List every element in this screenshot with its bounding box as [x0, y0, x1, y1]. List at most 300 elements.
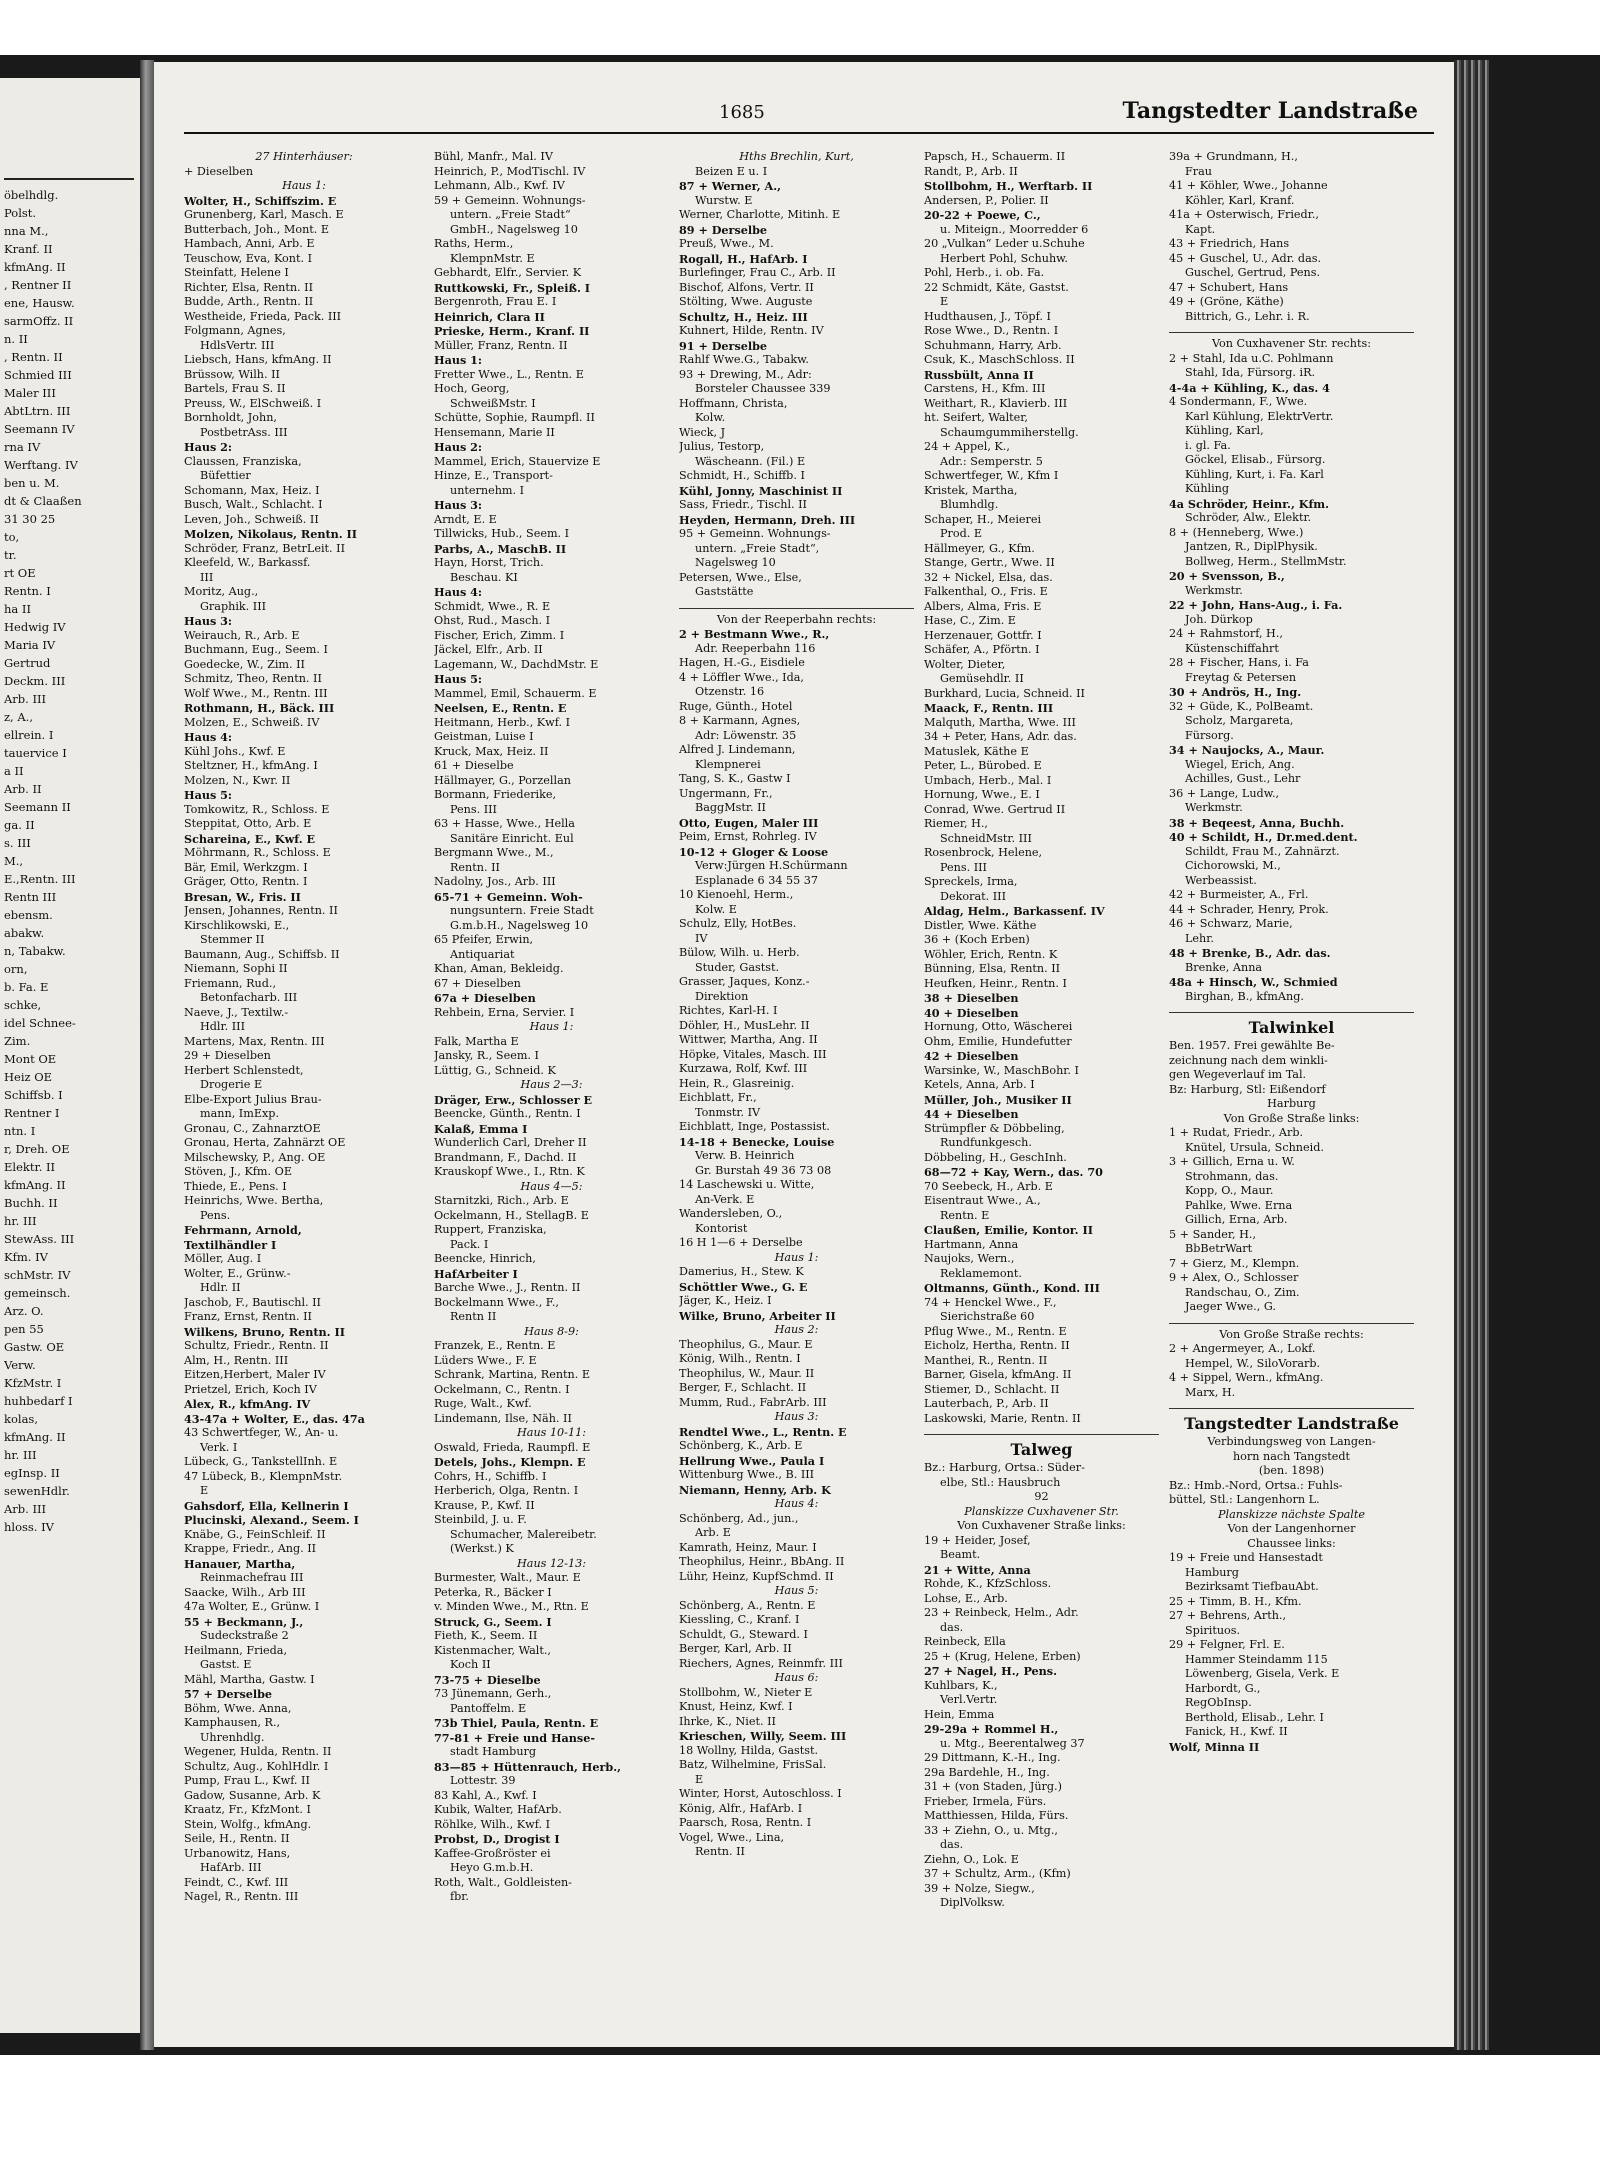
- directory-entry: König, Alfr., HafArb. I: [679, 1801, 803, 1815]
- directory-entry: Steltzner, H., kfmAng. I: [184, 759, 318, 772]
- directory-entry: Ockelmann, C., Rentn. I: [434, 1382, 570, 1396]
- directory-entry: Rendtel Wwe., L., Rentn. E: [679, 1424, 847, 1439]
- directory-entry: Rothmann, H., Bäck. III: [184, 701, 335, 715]
- left-page-line: tauervice I: [4, 746, 67, 760]
- directory-entry: 20 „Vulkan“ Leder u.Schuhe: [924, 237, 1085, 250]
- directory-entry: Schmidt, Wwe., R. E: [434, 599, 551, 613]
- directory-entry: Kopp, O., Maur.: [1185, 1184, 1274, 1197]
- directory-entry: 38 + Dieselben: [924, 991, 1019, 1005]
- left-page-line: kfmAng. II: [4, 1178, 66, 1192]
- directory-entry: büttel, Stl.: Langenhorn L.: [1169, 1493, 1320, 1506]
- directory-entry: Schomann, Max, Heiz. I: [184, 483, 320, 497]
- directory-entry: 43 + Friedrich, Hans: [1169, 237, 1290, 250]
- directory-entry: Alfred J. Lindemann,: [679, 743, 796, 756]
- directory-entry: Pens. III: [450, 802, 497, 816]
- directory-entry: Schöttler Wwe., G. E: [679, 1279, 808, 1294]
- directory-entry: 74 + Henckel Wwe., F.,: [924, 1295, 1057, 1309]
- directory-entry: Planskizze Cuxhavener Str.: [964, 1504, 1119, 1518]
- directory-entry: Müller, Joh., Musiker II: [924, 1092, 1072, 1107]
- directory-entry: 40 + Schildt, H., Dr.med.dent.: [1169, 830, 1358, 844]
- directory-entry: Franzek, E., Rentn. E: [434, 1339, 556, 1352]
- directory-entry: Falkenthal, O., Fris. E: [924, 585, 1048, 598]
- directory-entry: 41 + Köhler, Wwe., Johanne: [1169, 179, 1328, 192]
- directory-entry: Kolw.: [695, 411, 726, 424]
- directory-entry: Hase, C., Zim. E: [924, 614, 1016, 627]
- directory-entry: Niemann, Henny, Arb. K: [679, 1482, 831, 1497]
- directory-entry: 63 + Hasse, Wwe., Hella: [434, 817, 575, 830]
- directory-entry: Hornung, Wwe., E. I: [924, 788, 1040, 801]
- directory-entry: Direktion: [695, 989, 749, 1003]
- directory-entry: Haus 5:: [184, 788, 233, 802]
- directory-entry: Wolf, Minna II: [1169, 1739, 1260, 1754]
- directory-entry: Beencke, Hinrich,: [434, 1252, 536, 1265]
- directory-entry: 20-22 + Poewe, C.,: [924, 208, 1041, 222]
- directory-entry: Fretter Wwe., L., Rentn. E: [434, 367, 584, 381]
- directory-entry: Bittrich, G., Lehr. i. R.: [1185, 309, 1310, 323]
- directory-entry: Müller, Franz, Rentn. II: [434, 338, 568, 352]
- directory-entry: Gaststätte: [695, 585, 754, 598]
- directory-entry: Stange, Gertr., Wwe. II: [924, 556, 1055, 569]
- directory-entry: Schultz, Friedr., Rentn. II: [184, 1339, 329, 1352]
- directory-entry: Maack, F., Rentn. III: [924, 701, 1054, 715]
- directory-entry: Ketels, Anna, Arb. I: [924, 1078, 1035, 1091]
- directory-entry: Jensen, Johannes, Rentn. II: [184, 904, 338, 917]
- directory-entry: 18 Wollny, Hilda, Gastst.: [679, 1743, 819, 1757]
- directory-column-1: [184, 150, 424, 2030]
- directory-entry: 49 + (Gröne, Käthe): [1169, 295, 1284, 308]
- directory-entry: Rohde, K., KfzSchloss.: [924, 1577, 1052, 1590]
- directory-entry: 42 + Burmeister, A., Frl.: [1169, 888, 1309, 901]
- directory-entry: 48a + Hinsch, W., Schmied: [1169, 975, 1338, 989]
- directory-entry: Jaschob, F., Bautischl. II: [184, 1295, 321, 1309]
- directory-entry: Schuhmann, Harry, Arb.: [924, 338, 1062, 352]
- directory-entry: Wieck, J: [679, 425, 726, 439]
- directory-entry: Eisentraut Wwe., A.,: [924, 1194, 1041, 1207]
- directory-entry: 33 + Ziehn, O., u. Mtg.,: [924, 1823, 1058, 1837]
- left-page-line: to,: [4, 530, 20, 544]
- directory-entry: Hths Brechlin, Kurt,: [739, 150, 854, 163]
- left-page-line: Arb. III: [4, 1502, 47, 1516]
- left-page-line: dt & Claaßen: [4, 494, 82, 508]
- directory-entry: Feindt, C., Kwf. III: [184, 1875, 289, 1889]
- directory-entry: Kamphausen, R.,: [184, 1716, 281, 1729]
- directory-entry: 36 + (Koch Erben): [924, 933, 1030, 946]
- directory-entry: Plucinski, Alexand., Seem. I: [184, 1513, 359, 1527]
- directory-entry: Büfettier: [200, 469, 251, 482]
- directory-entry: Klempnerei: [695, 757, 761, 771]
- directory-entry: Wöhler, Erich, Rentn. K: [924, 947, 1058, 961]
- directory-entry: 27 Hinterhäuser:: [255, 150, 353, 163]
- directory-entry: Heinrichs, Wwe. Bertha,: [184, 1194, 324, 1207]
- directory-entry: Hoffmann, Christa,: [679, 396, 788, 410]
- book-page-edges: [1454, 60, 1489, 2050]
- directory-entry: Khan, Aman, Bekleidg.: [434, 962, 564, 975]
- directory-entry: Bergmann Wwe., M.,: [434, 846, 554, 859]
- directory-entry: Rentn. II: [450, 860, 500, 874]
- directory-entry: Verw. B. Heinrich: [695, 1149, 795, 1162]
- directory-entry: Bockelmann Wwe., F.,: [434, 1295, 559, 1309]
- directory-entry: Peter, L., Bürobed. E: [924, 759, 1042, 772]
- directory-entry: Hambach, Anni, Arb. E: [184, 237, 315, 250]
- directory-entry: Pohl, Herb., i. ob. Fa.: [924, 266, 1045, 279]
- directory-entry: Detels, Johs., Klempn. E: [434, 1455, 586, 1469]
- directory-entry: 14 Laschewski u. Witte,: [679, 1178, 815, 1191]
- directory-entry: Kühling, Karl,: [1185, 424, 1264, 437]
- directory-entry: Hagen, H.-G., Eisdiele: [679, 656, 805, 669]
- directory-entry: 8 + (Henneberg, Wwe.): [1169, 525, 1304, 539]
- left-page-line: Schiffsb. I: [4, 1088, 63, 1102]
- directory-entry: Winter, Horst, Autoschloss. I: [679, 1787, 842, 1800]
- directory-entry: Von Cuxhavener Str. rechts:: [1211, 337, 1371, 350]
- directory-entry: BbBetrWart: [1185, 1242, 1253, 1255]
- directory-entry: Hamburg: [1185, 1565, 1239, 1579]
- directory-entry: 48 + Brenke, B., Adr. das.: [1169, 946, 1331, 960]
- directory-entry: 2 + Bestmann Wwe., R.,: [679, 627, 830, 641]
- directory-entry: (ben. 1898): [1258, 1464, 1325, 1477]
- directory-entry: 27 + Behrens, Arth.,: [1169, 1609, 1287, 1622]
- directory-entry: 29-29a + Rommel H.,: [924, 1722, 1059, 1736]
- directory-entry: Barche Wwe., J., Rentn. II: [434, 1281, 581, 1294]
- directory-entry: Reklamemont.: [940, 1266, 1022, 1280]
- directory-entry: 34 + Naujocks, A., Maur.: [1169, 743, 1325, 757]
- directory-entry: Papsch, H., Schauerm. II: [924, 150, 1066, 163]
- directory-entry: Herberich, Olga, Rentn. I: [434, 1484, 579, 1497]
- left-page-line: n. II: [4, 332, 28, 346]
- directory-entry: unternehm. I: [450, 483, 525, 497]
- directory-entry: 40 + Dieselben: [924, 1005, 1019, 1020]
- directory-entry: Gillich, Erna, Arb.: [1185, 1213, 1288, 1226]
- directory-entry: Martens, Max, Rentn. III: [184, 1034, 325, 1048]
- directory-entry: Wunderlich Carl, Dreher II: [434, 1136, 587, 1149]
- left-page-line: ha II: [4, 602, 32, 616]
- directory-entry: Theophilus, Heinr., BbAng. II: [679, 1555, 845, 1568]
- directory-entry: Preuß, Wwe., M.: [679, 237, 774, 250]
- directory-entry: Schütte, Sophie, Raumpfl. II: [434, 411, 595, 424]
- directory-entry: RegObInsp.: [1185, 1696, 1252, 1709]
- left-page-line: Arb. III: [4, 692, 47, 706]
- directory-entry: Naeve, J., Textilw.-: [184, 1005, 289, 1019]
- directory-entry: 22 + John, Hans-Aug., i. Fa.: [1169, 598, 1343, 612]
- left-page-line: Maria IV: [4, 638, 56, 652]
- directory-entry: Fischer, Erich, Zimm. I: [434, 628, 565, 642]
- directory-entry: E: [695, 1772, 704, 1786]
- directory-entry: ht. Seifert, Walter,: [924, 411, 1028, 424]
- directory-entry: Wandersleben, O.,: [679, 1207, 783, 1220]
- directory-entry: Küstenschiffahrt: [1185, 641, 1279, 655]
- directory-entry: Gadow, Susanne, Arb. K: [184, 1788, 321, 1802]
- directory-entry: Raths, Herm.,: [434, 237, 514, 250]
- directory-entry: Knütel, Ursula, Schneid.: [1185, 1140, 1324, 1154]
- header-rule: [184, 132, 1434, 134]
- directory-entry: DiplVolksw.: [940, 1896, 1005, 1909]
- directory-entry: Wolf Wwe., M., Rentn. III: [184, 686, 328, 700]
- directory-entry: Hdlr. II: [200, 1281, 241, 1294]
- directory-entry: Löwenberg, Gisela, Verk. E: [1185, 1667, 1340, 1680]
- directory-entry: 31 + (von Staden, Jürg.): [924, 1780, 1062, 1793]
- directory-entry: Gastst. E: [200, 1658, 252, 1671]
- directory-entry: Haus 1:: [434, 353, 483, 367]
- directory-entry: Kuhlbars, K.,: [924, 1678, 998, 1692]
- directory-entry: Friemann, Rud.,: [184, 976, 277, 990]
- directory-entry: 39a + Grundmann, H.,: [1169, 150, 1298, 163]
- street-heading: Talwinkel: [1248, 1018, 1335, 1037]
- directory-entry: 41a + Osterwisch, Friedr.,: [1169, 208, 1319, 221]
- directory-entry: zeichnung nach dem winkli-: [1169, 1053, 1328, 1067]
- directory-entry: Drogerie E: [200, 1078, 263, 1091]
- directory-entry: Bz: Harburg, Stl: Eißendorf: [1169, 1082, 1326, 1096]
- directory-entry: Adr. Reeperbahn 116: [695, 641, 816, 655]
- directory-entry: Struck, G., Seem. I: [434, 1614, 552, 1629]
- directory-entry: Wilke, Bruno, Arbeiter II: [679, 1308, 836, 1323]
- directory-entry: Achilles, Gust., Lehr: [1185, 772, 1301, 785]
- left-page-edge: [0, 78, 141, 2033]
- directory-entry: Göckel, Elisab., Fürsorg.: [1185, 453, 1326, 466]
- directory-entry: Herbert Schlenstedt,: [184, 1063, 304, 1077]
- directory-entry: Rehbein, Erna, Servier. I: [434, 1005, 575, 1019]
- directory-entry: 19 + Heider, Josef,: [924, 1533, 1031, 1547]
- left-page-line: n, Tabakw.: [4, 944, 66, 958]
- directory-entry: Haus 8-9:: [524, 1324, 579, 1338]
- directory-entry: (Werkst.) K: [450, 1542, 514, 1555]
- directory-entry: Bresan, W., Fris. II: [184, 889, 301, 904]
- left-page-line: Verw.: [4, 1358, 36, 1372]
- directory-entry: Haus 1:: [529, 1020, 574, 1033]
- directory-entry: 5 + Sander, H.,: [1169, 1227, 1257, 1241]
- directory-entry: Textilhändler I: [184, 1237, 277, 1252]
- directory-entry: 46 + Schwarz, Marie,: [1169, 917, 1293, 930]
- directory-entry: Randschau, O., Zim.: [1185, 1285, 1300, 1299]
- book-gutter: [140, 60, 154, 2050]
- directory-entry: Harburg: [1267, 1097, 1316, 1110]
- directory-entry: Arb. E: [695, 1526, 731, 1539]
- directory-entry: Haus 5:: [434, 672, 483, 686]
- directory-entry: Conrad, Wwe. Gertrud II: [924, 802, 1066, 816]
- left-page-line: ga. II: [4, 818, 35, 832]
- directory-entry: Hornung, Otto, Wäscherei: [924, 1020, 1073, 1033]
- left-page-line: Buchh. II: [4, 1196, 58, 1210]
- directory-entry: Schröder, Alw., Elektr.: [1185, 511, 1312, 524]
- directory-entry: 47 + Schubert, Hans: [1169, 280, 1289, 294]
- directory-entry: Weithart, R., Klavierb. III: [924, 396, 1068, 410]
- directory-entry: Nagelsweg 10: [695, 556, 776, 569]
- directory-entry: Ruppert, Franziska,: [434, 1223, 547, 1236]
- directory-entry: 9 + Alex, O., Schlosser: [1169, 1271, 1299, 1284]
- directory-entry: Rosenbrock, Helene,: [924, 846, 1043, 859]
- left-page-line: ene, Hausw.: [4, 296, 75, 310]
- directory-entry: 32 + Nickel, Elsa, das.: [924, 570, 1053, 584]
- directory-entry: 32 + Güde, K., PolBeamt.: [1169, 699, 1314, 713]
- directory-entry: 10 Kienoehl, Herm.,: [679, 888, 794, 901]
- directory-entry: Fehrmann, Arnold,: [184, 1223, 302, 1237]
- directory-entry: Wittenburg Wwe., B. III: [679, 1468, 815, 1481]
- directory-entry: Hartmann, Anna: [924, 1237, 1019, 1251]
- directory-entry: 61 + Dieselbe: [434, 759, 514, 772]
- directory-entry: Richter, Elsa, Rentn. II: [184, 280, 313, 294]
- directory-entry: Batz, Wilhelmine, FrisSal.: [679, 1758, 827, 1771]
- directory-entry: Krause, P., Kwf. II: [434, 1498, 535, 1512]
- directory-entry: Brüssow, Wilh. II: [184, 367, 280, 381]
- directory-entry: Kristek, Martha,: [924, 483, 1018, 497]
- directory-column-3: [679, 150, 914, 2030]
- left-page-line: 31 30 25: [4, 512, 56, 526]
- left-page-line: Mont OE: [4, 1052, 57, 1066]
- directory-entry: Schönberg, Ad., jun.,: [679, 1511, 799, 1525]
- left-page-line: abakw.: [4, 926, 45, 940]
- left-page-line: gemeinsch.: [4, 1286, 71, 1300]
- directory-entry: Schäfer, A., Pförtn. I: [924, 643, 1040, 656]
- directory-entry: Heyo G.m.b.H.: [450, 1861, 534, 1874]
- directory-entry: Seile, H., Rentn. II: [184, 1832, 290, 1845]
- directory-entry: Haus 2:: [434, 440, 483, 454]
- directory-entry: Bezirksamt TiefbauAbt.: [1185, 1580, 1319, 1593]
- directory-entry: Haus 1:: [774, 1250, 819, 1264]
- directory-entry: Rose Wwe., D., Rentn. I: [924, 324, 1059, 337]
- directory-entry: Malquth, Martha, Wwe. III: [924, 715, 1076, 729]
- directory-entry: Oswald, Frieda, Raumpfl. E: [434, 1440, 591, 1454]
- directory-entry: Gemüsehdlr. II: [940, 672, 1024, 685]
- directory-entry: Claussen, Franziska,: [184, 454, 302, 468]
- directory-entry: 14-18 + Benecke, Louise: [679, 1134, 835, 1149]
- directory-entry: Budde, Arth., Rentn. II: [184, 295, 314, 308]
- directory-entry: Borsteler Chaussee 339: [695, 382, 831, 395]
- directory-entry: Schuldt, G., Steward. I: [679, 1627, 808, 1641]
- directory-entry: Pens.: [200, 1208, 231, 1222]
- directory-entry: Fürsorg.: [1185, 728, 1234, 742]
- directory-entry: Wegener, Hulda, Rentn. II: [184, 1745, 332, 1758]
- directory-entry: Teuschow, Eva, Kont. I: [184, 251, 313, 265]
- left-page-line: idel Schnee-: [4, 1016, 76, 1030]
- directory-entry: Baumann, Aug., Schiffsb. II: [184, 947, 340, 961]
- directory-entry: untern. „Freie Stadt“: [450, 208, 571, 221]
- directory-entry: Albers, Alma, Fris. E: [924, 599, 1042, 613]
- directory-entry: Strohmann, das.: [1185, 1169, 1279, 1183]
- directory-entry: Grunenberg, Karl, Masch. E: [184, 208, 344, 221]
- directory-entry: Heilmann, Frieda,: [184, 1643, 288, 1657]
- directory-entry: Sass, Friedr., Tischl. II: [679, 498, 807, 511]
- left-page-line: orn,: [4, 962, 28, 976]
- directory-entry: Bartels, Frau S. II: [184, 382, 286, 395]
- directory-entry: gen Wegeverlauf im Tal.: [1169, 1068, 1307, 1081]
- directory-entry: 95 + Gemeinn. Wohnungs-: [679, 527, 831, 540]
- directory-entry: Bornholdt, John,: [184, 411, 277, 424]
- directory-entry: Eicholz, Hertha, Rentn. II: [924, 1339, 1070, 1352]
- directory-entry: Herzenauer, Gottfr. I: [924, 628, 1042, 642]
- directory-entry: Haus 6:: [774, 1671, 819, 1684]
- left-page-line: Rentner I: [4, 1106, 60, 1120]
- directory-entry: Spirituos.: [1185, 1623, 1241, 1637]
- directory-entry: Kamrath, Heinz, Maur. I: [679, 1540, 817, 1554]
- directory-entry: Thiede, E., Pens. I: [184, 1179, 287, 1193]
- directory-entry: Bz.: Hmb.-Nord, Ortsa.: Fuhls-: [1169, 1478, 1343, 1492]
- directory-entry: Böhm, Wwe. Anna,: [184, 1701, 292, 1715]
- directory-entry: 45 + Guschel, U., Adr. das.: [1169, 251, 1322, 265]
- directory-entry: 47a Wolter, E., Grünw. I: [184, 1600, 320, 1613]
- directory-entry: Hayn, Horst, Trich.: [434, 556, 544, 569]
- directory-entry: 43 Schwertfeger, W., An- u.: [184, 1426, 339, 1439]
- directory-entry: 70 Seebeck, H., Arb. E: [924, 1179, 1053, 1193]
- directory-entry: Haus 3:: [184, 614, 233, 628]
- directory-column-5: [1169, 150, 1414, 2030]
- directory-entry: Berger, Karl, Arb. II: [679, 1642, 792, 1655]
- section-rule: [1169, 332, 1414, 333]
- directory-entry: Kapt.: [1185, 222, 1216, 236]
- directory-entry: Berger, F., Schlacht. II: [679, 1381, 807, 1394]
- directory-entry: Uhrenhdlg.: [200, 1730, 265, 1744]
- directory-entry: Moritz, Aug.,: [184, 585, 259, 598]
- directory-entry: Prod. E: [940, 527, 983, 540]
- directory-entry: Nadolny, Jos., Arb. III: [434, 875, 556, 888]
- directory-entry: 42 + Dieselben: [924, 1049, 1019, 1063]
- directory-entry: Hellrung Wwe., Paula I: [679, 1453, 825, 1468]
- directory-entry: 87 + Werner, A.,: [679, 179, 781, 193]
- directory-entry: Wolter, E., Grünw.-: [184, 1266, 291, 1280]
- directory-entry: Haus 2:: [774, 1323, 819, 1336]
- directory-entry: Hällmayer, G., Porzellan: [434, 773, 571, 787]
- directory-entry: Kühl, Jonny, Maschinist II: [679, 483, 843, 498]
- directory-entry: Rentn. II: [695, 1845, 745, 1858]
- left-page-line: schMstr. IV: [4, 1268, 71, 1282]
- directory-entry: Lehr.: [1185, 931, 1214, 945]
- directory-entry: 25 + Timm, B. H., Kfm.: [1169, 1594, 1302, 1608]
- directory-entry: Joh. Dürkop: [1185, 612, 1253, 626]
- directory-entry: 21 + Witte, Anna: [924, 1562, 1031, 1577]
- directory-entry: 28 + Fischer, Hans, i. Fa: [1169, 656, 1309, 669]
- directory-entry: Mähl, Martha, Gastw. I: [184, 1672, 315, 1686]
- directory-entry: Hoch, Georg,: [434, 382, 510, 395]
- directory-entry: Lagemann, W., DachdMstr. E: [434, 657, 599, 671]
- directory-entry: Werkmstr.: [1185, 583, 1243, 597]
- directory-entry: 4 + Sippel, Wern., kfmAng.: [1169, 1371, 1324, 1384]
- directory-entry: Kolw. E: [695, 902, 737, 916]
- directory-entry: Franz, Ernst, Rentn. II: [184, 1310, 312, 1323]
- directory-entry: Brandmann, F., Dachd. II: [434, 1150, 577, 1164]
- directory-entry: das.: [940, 1838, 964, 1851]
- directory-entry: Paarsch, Rosa, Rentn. I: [679, 1816, 812, 1829]
- directory-entry: Studer, Gastst.: [695, 960, 780, 974]
- directory-entry: Fieth, K., Seem. II: [434, 1629, 538, 1642]
- directory-page: [154, 62, 1454, 2047]
- left-page-line: kfmAng. II: [4, 260, 66, 274]
- directory-entry: Gronau, Herta, Zahnärzt OE: [184, 1136, 346, 1149]
- directory-entry: Haus 2:: [184, 440, 233, 454]
- directory-entry: Wurstw. E: [695, 193, 753, 207]
- directory-entry: Planskizze nächste Spalte: [1218, 1507, 1365, 1521]
- left-page-line: ebensm.: [4, 908, 53, 922]
- left-page-line: b. Fa. E: [4, 980, 49, 994]
- directory-entry: Lüders Wwe., F. E: [434, 1353, 537, 1367]
- directory-entry: 24 + Appel, K.,: [924, 440, 1010, 453]
- directory-entry: Bischof, Alfons, Vertr. II: [679, 280, 814, 294]
- directory-entry: Gebhardt, Elfr., Servier. K: [434, 266, 582, 279]
- directory-entry: Wäscheann. (Fil.) E: [695, 454, 806, 468]
- directory-entry: Kontorist: [695, 1221, 748, 1235]
- directory-entry: 68—72 + Kay, Wern., das. 70: [924, 1165, 1103, 1179]
- directory-entry: Schultz, H., Heiz. III: [679, 309, 808, 324]
- left-page-line: huhbedarf I: [4, 1394, 73, 1408]
- directory-entry: Hanauer, Martha,: [184, 1556, 296, 1571]
- directory-entry: Pack. I: [450, 1237, 489, 1251]
- directory-entry: Schareina, E., Kwf. E: [184, 831, 316, 846]
- directory-entry: i. gl. Fa.: [1185, 438, 1231, 452]
- directory-entry: Adr: Löwenstr. 35: [695, 728, 797, 742]
- directory-entry: Preuss, W., ElSchweiß. I: [184, 396, 322, 410]
- directory-entry: Otzenstr. 16: [695, 685, 765, 698]
- directory-entry: Pantoffelm. E: [450, 1701, 527, 1715]
- directory-entry: Goedecke, W., Zim. II: [184, 657, 305, 671]
- directory-entry: 4 Sondermann, F., Wwe.: [1169, 395, 1308, 408]
- directory-entry: Matuslek, Käthe E: [924, 744, 1029, 758]
- directory-entry: Julius, Testorp,: [679, 440, 765, 453]
